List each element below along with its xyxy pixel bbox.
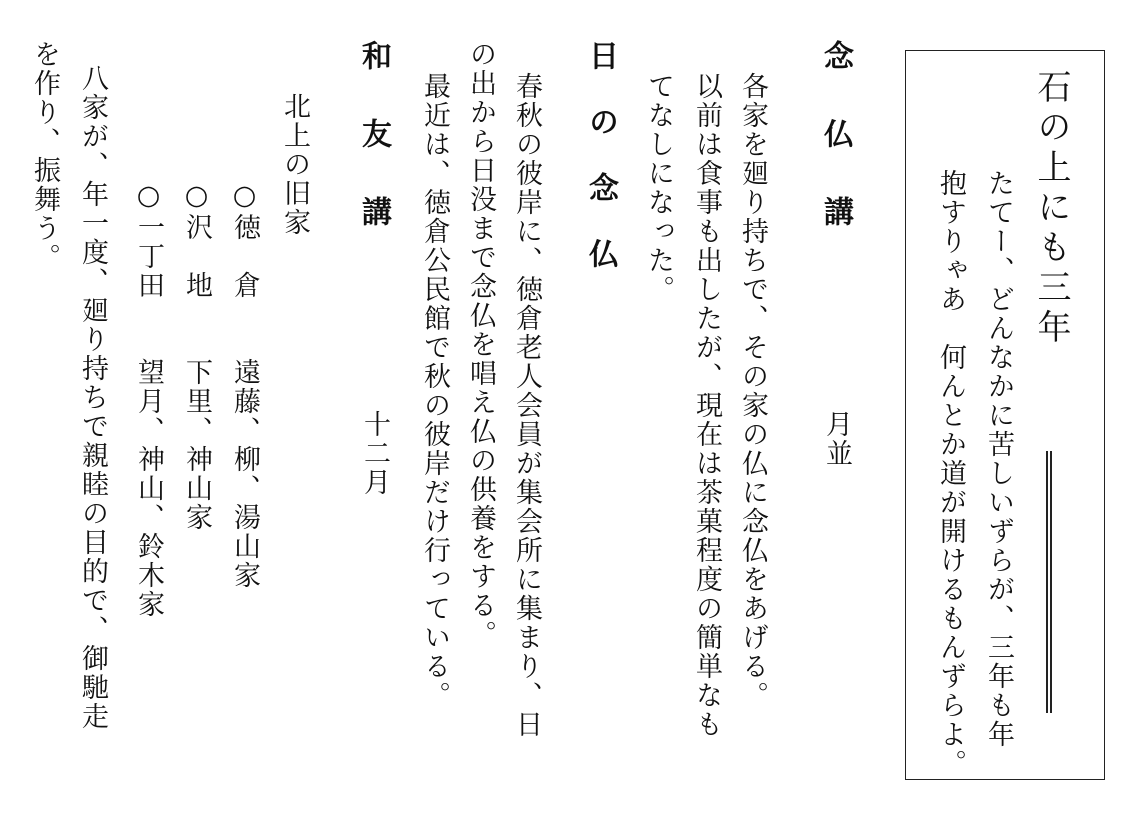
wayu-ko-line-2: を作り、振舞う。 — [29, 40, 60, 272]
hi-no-nenbutsu-line-2: の出から日没まで念仏を唱え仏の供養をする。 — [465, 40, 496, 649]
nenbutsu-ko-month: 月並 — [821, 410, 852, 468]
wayu-ko-month: 十二月 — [359, 410, 390, 497]
nenbutsu-ko-heading: 念仏講 — [818, 40, 853, 274]
kyuka-item-2: ○沢 地 下里、神山家 — [181, 180, 212, 532]
hi-no-nenbutsu-line-1: 春秋の彼岸に、徳倉老人会員が集会所に集まり、日 — [511, 72, 542, 739]
hi-no-nenbutsu-heading: 日の念仏 — [583, 40, 618, 304]
nenbutsu-ko-line-2: 以前は食事も出したが、現在は茶菓程度の簡単なも — [691, 72, 722, 739]
kyuka-title: 北上の旧家 — [279, 92, 310, 237]
proverb-title: 石の上にも三年 — [1031, 69, 1071, 349]
nenbutsu-ko-line-3: てなしになった。 — [643, 72, 674, 304]
proverb-line-1: たてー、どんなかに苦しいずらが、三年も年 — [983, 169, 1014, 749]
proverb-line-2: 抱すりゃあ 何んとか道が開けるもんずらよ。 — [935, 169, 966, 778]
kyuka-item-1: ○徳 倉 遠藤、柳、湯山家 — [229, 180, 260, 590]
nenbutsu-ko-line-1: 各家を廻り持ちで、その家の仏に念仏をあげる。 — [737, 72, 768, 710]
wayu-ko-heading: 和友講 — [356, 40, 391, 274]
proverb-box — [905, 50, 1105, 780]
hi-no-nenbutsu-line-3: 最近は、徳倉公民館で秋の彼岸だけ行っている。 — [419, 72, 450, 710]
wayu-ko-line-1: 八家が、年一度、廻り持ちで親睦の目的で、御馳走 — [77, 64, 108, 731]
double-rule — [1046, 451, 1052, 713]
kyuka-item-3: ○一丁田 望月、神山、鈴木家 — [133, 180, 164, 619]
